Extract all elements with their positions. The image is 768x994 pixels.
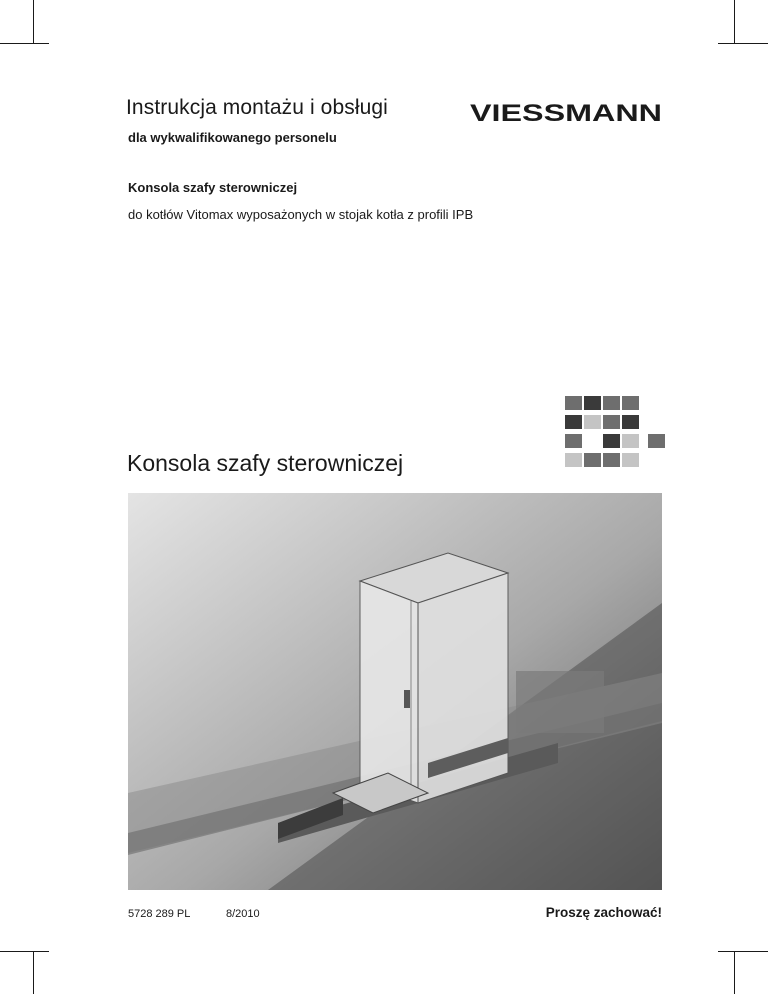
tile xyxy=(584,415,601,429)
product-description: do kotłów Vitomax wyposażonych w stojak kotła z profili IPB xyxy=(128,207,474,222)
tile xyxy=(603,434,620,448)
tile xyxy=(565,434,582,448)
tile xyxy=(584,453,601,467)
crop-mark-top-right-v xyxy=(734,0,735,44)
footer-date: 8/2010 xyxy=(226,908,260,920)
tile xyxy=(565,396,582,410)
crop-mark-bottom-left-v xyxy=(33,951,34,994)
tile xyxy=(622,415,639,429)
crop-mark-bottom-right-v xyxy=(734,951,735,994)
tile xyxy=(603,396,620,410)
main-title: Konsola szafy sterowniczej xyxy=(127,450,404,476)
product-heading: Konsola szafy sterowniczej xyxy=(128,180,298,195)
brand-tile-pattern xyxy=(565,396,665,468)
product-illustration xyxy=(128,493,662,890)
tile xyxy=(648,434,665,448)
tile xyxy=(603,415,620,429)
tile xyxy=(565,453,582,467)
crop-mark-top-right-h xyxy=(718,43,768,44)
tile xyxy=(622,453,639,467)
tile xyxy=(584,396,601,410)
footer-document-code: 5728 289 PL xyxy=(128,908,191,920)
crop-mark-bottom-left-h xyxy=(0,951,49,952)
crop-mark-top-left-v xyxy=(33,0,34,44)
tile xyxy=(622,434,639,448)
footer-keep-note: Proszę zachować! xyxy=(545,905,662,920)
tile xyxy=(622,396,639,410)
viessmann-logo xyxy=(470,90,662,132)
tile xyxy=(603,453,620,467)
document-title: Instrukcja montażu i obsługi xyxy=(126,96,388,119)
document-subtitle: dla wykwalifikowanego personelu xyxy=(128,130,337,145)
logo-text: VIESSMANN xyxy=(470,100,662,127)
crop-mark-bottom-right-h xyxy=(718,951,768,952)
crop-mark-top-left-h xyxy=(0,43,49,44)
tile xyxy=(565,415,582,429)
